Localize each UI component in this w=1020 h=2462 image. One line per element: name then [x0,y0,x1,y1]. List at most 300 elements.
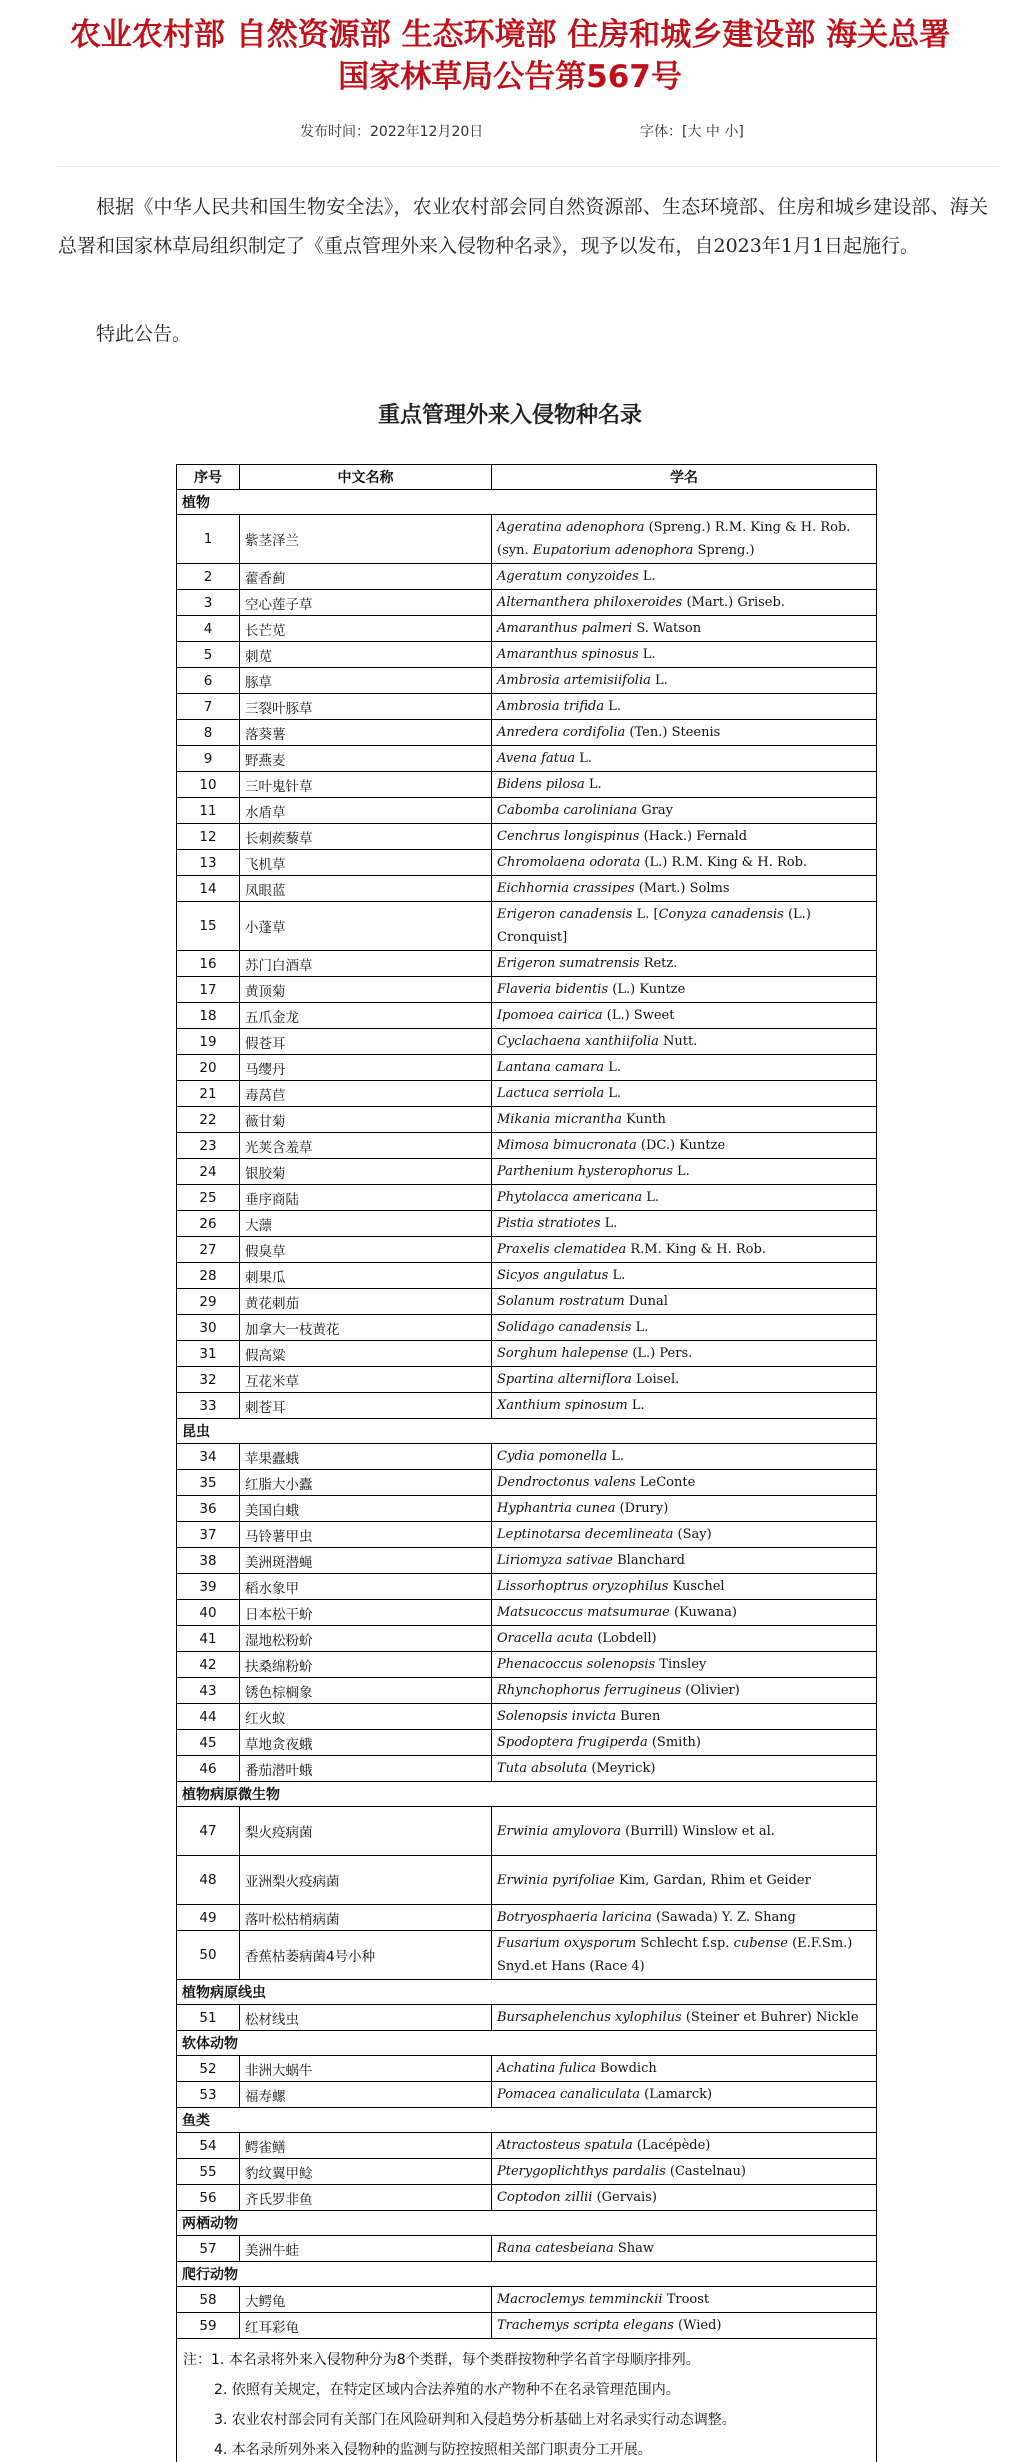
chinese-name: 马铃薯甲虫 [240,1522,492,1548]
scientific-name [492,668,877,694]
note-line: 注：1. 本名录将外来入侵物种分为8个类群，每个类群按物种学名首字母顺序排列。 [183,2352,700,2368]
scientific-author: Bowdich [595,2061,657,2076]
table-row [177,1730,877,1756]
table-row [177,2133,877,2159]
scientific-author: L. [631,1320,649,1335]
scientific-genus-species: Ageratum conyzoides [497,569,639,584]
row-number: 9 [177,746,240,772]
category-label: 植物病原线虫 [177,1980,877,2005]
chinese-name: 加拿大一枝黄花 [240,1315,492,1341]
scientific-name [492,1522,877,1548]
column-header: 中文名称 [240,465,492,490]
row-number: 53 [177,2082,240,2108]
scientific-author: Retz. [639,956,678,971]
table-row [177,1807,877,1856]
table-row [177,1931,877,1980]
scientific-name [492,2185,877,2211]
row-number: 27 [177,1237,240,1263]
list-title: 重点管理外来入侵物种名录 [377,403,642,428]
table-row [177,1444,877,1470]
row-number: 30 [177,1315,240,1341]
chinese-name: 空心莲子草 [240,590,492,616]
scientific-name [492,951,877,977]
scientific-author: (Say) [673,1527,712,1542]
row-number: 52 [177,2056,240,2082]
chinese-name: 梨火疫病菌 [240,1807,492,1856]
table-row [177,1393,877,1419]
row-number: 42 [177,1652,240,1678]
scientific-name [492,642,877,668]
scientific-genus-species: Phytolacca americana [497,1190,643,1205]
note-line: 2. 依照有关规定，在特定区域内合法养殖的水产物种不在名录管理范围内。 [214,2382,680,2398]
chinese-name: 刺果瓜 [240,1263,492,1289]
scientific-author: (Olivier) [681,1683,740,1698]
chinese-name: 飞机草 [240,850,492,876]
scientific-genus-species: Ambrosia artemisiifolia [497,673,651,688]
scientific-author: (Sawada) Y. Z. Shang [651,1910,796,1925]
font-large-button[interactable]: 大 [687,124,702,140]
table-row [177,1600,877,1626]
scientific-genus-species: Sorghum halepense [497,1346,629,1361]
row-number: 48 [177,1856,240,1905]
category-label: 植物 [177,490,877,515]
scientific-author: (Mart.) Solms [634,881,730,896]
note-line: 3. 农业农村部会同有关部门在风险研判和入侵趋势分析基础上对名录实行动态调整。 [214,2412,736,2428]
table-row [177,1055,877,1081]
scientific-author: (L.) Pers. [628,1346,693,1361]
row-number: 51 [177,2005,240,2031]
scientific-author: (Spreng.) R.M. King & H. Rob. [644,520,851,535]
scientific-author: L. [604,1060,621,1075]
scientific-name [492,694,877,720]
scientific-author: L. [650,673,668,688]
chinese-name: 光荚含羞草 [240,1133,492,1159]
chinese-name: 扶桑绵粉蚧 [240,1652,492,1678]
scientific-name [492,1730,877,1756]
article-title: 农业农村部 自然资源部 生态环境部 住房和城乡建设部 海关总署 国家林草局公告第567号 [69,17,951,95]
scientific-name [492,1444,877,1470]
table-row [177,1159,877,1185]
scientific-genus-species: Tuta absoluta [497,1761,588,1776]
scientific-author: Spreng.) [693,543,755,558]
scientific-genus-species: Pomacea canaliculata [497,2087,640,2102]
category-row [177,1782,877,1807]
scientific-author-continued: Snyd.et Hans (Race 4) [497,1959,645,1974]
chinese-name: 亚洲梨火疫病菌 [240,1856,492,1905]
row-number: 20 [177,1055,240,1081]
row-number: 13 [177,850,240,876]
scientific-genus-species: Spodoptera frugiperda [497,1735,648,1750]
chinese-name: 美洲牛蛙 [240,2236,492,2262]
table-row [177,2287,877,2313]
scientific-genus-species: Atractosteus spatula [497,2138,633,2153]
chinese-name: 假苍耳 [240,1029,492,1055]
row-number: 39 [177,1574,240,1600]
row-number: 58 [177,2287,240,2313]
scientific-author: (Gervais) [592,2190,657,2205]
chinese-name: 长刺蒺藜草 [240,824,492,850]
scientific-name [492,1704,877,1730]
row-number: 11 [177,798,240,824]
table-row [177,902,877,951]
chinese-name: 紫茎泽兰 [240,515,492,564]
scientific-name [492,2236,877,2262]
table-row [177,824,877,850]
scientific-name [492,1107,877,1133]
table-row [177,1548,877,1574]
scientific-genus-species: Cydia pomonella [497,1449,608,1464]
scientific-name [492,772,877,798]
row-number: 23 [177,1133,240,1159]
table-row [177,1341,877,1367]
scientific-author: (L.) R.M. King & H. Rob. [640,855,808,870]
row-number: 36 [177,1496,240,1522]
scientific-name [492,902,877,951]
scientific-genus-species: Avena fatua [497,751,576,766]
scientific-genus-species: Erwinia amylovora [497,1823,621,1839]
notice-paragraph: 特此公告。 [96,323,192,345]
scientific-name [492,2133,877,2159]
row-number: 54 [177,2133,240,2159]
table-row [177,1905,877,1931]
scientific-genus-species: Matsucoccus matsumurae [497,1605,670,1620]
chinese-name: 齐氏罗非鱼 [240,2185,492,2211]
scientific-author: (Burrill) Winslow et al. [620,1823,775,1839]
scientific-genus-species: Parthenium hysterophorus [497,1164,673,1179]
scientific-name [492,1029,877,1055]
scientific-genus-species: Trachemys scripta elegans [497,2318,674,2333]
row-number: 37 [177,1522,240,1548]
scientific-genus-species: Cenchrus longispinus [497,829,640,844]
row-number: 22 [177,1107,240,1133]
row-number: 1 [177,515,240,564]
scientific-author: (Drury) [615,1501,669,1516]
row-number: 19 [177,1029,240,1055]
chinese-name: 美洲斑潜蝇 [240,1548,492,1574]
scientific-author: L. [575,751,592,766]
scientific-name [492,1574,877,1600]
font-size-controls [640,120,744,144]
row-number: 56 [177,2185,240,2211]
scientific-name [492,515,877,564]
scientific-author: (Lobdell) [593,1631,657,1646]
chinese-name: 非洲大蜗牛 [240,2056,492,2082]
row-number: 8 [177,720,240,746]
table-row [177,1626,877,1652]
chinese-name: 薇甘菊 [240,1107,492,1133]
table-row [177,1029,877,1055]
column-header: 序号 [177,465,240,490]
row-number: 14 [177,876,240,902]
scientific-author-continued: Cronquist] [497,930,568,945]
chinese-name: 美国白蛾 [240,1496,492,1522]
category-row [177,2211,877,2236]
category-row [177,490,877,515]
scientific-author: L. [584,777,602,792]
scientific-genus-species: Cabomba caroliniana [497,803,638,818]
table-row [177,1081,877,1107]
font-size-close: ] [738,124,744,140]
row-number: 24 [177,1159,240,1185]
scientific-author: L. [638,569,656,584]
chinese-name: 凤眼蓝 [240,876,492,902]
row-number: 32 [177,1367,240,1393]
table-row [177,1856,877,1905]
column-header: 学名 [492,465,877,490]
scientific-genus-species: Bursaphelenchus xylophilus [497,2010,682,2025]
chinese-name: 水盾草 [240,798,492,824]
species-table [176,464,877,2462]
chinese-name: 野燕麦 [240,746,492,772]
scientific-genus-species: Ambrosia trifida [497,699,605,714]
category-row [177,2031,877,2056]
scientific-author: LeConte [635,1475,696,1490]
chinese-name: 豹纹翼甲鲶 [240,2159,492,2185]
table-row [177,746,877,772]
scientific-genus-species: Erwinia pyrifoliae [497,1872,615,1888]
scientific-name [492,1315,877,1341]
table-row [177,1107,877,1133]
row-number: 15 [177,902,240,951]
table-row [177,1263,877,1289]
scientific-author: Kuschel [668,1579,725,1594]
row-number: 50 [177,1931,240,1980]
scientific-genus-species: Liriomyza sativae [497,1553,613,1568]
chinese-name: 番茄潜叶蛾 [240,1756,492,1782]
scientific-name [492,1626,877,1652]
table-row [177,642,877,668]
chinese-name: 刺苋 [240,642,492,668]
scientific-author: (Steiner et Buhrer) Nickle [681,2010,859,2025]
scientific-genus-species: Pistia stratiotes [497,1216,601,1231]
table-row [177,1315,877,1341]
table-row [177,1185,877,1211]
scientific-author: (DC.) Kuntze [636,1138,726,1153]
row-number: 57 [177,2236,240,2262]
table-row [177,1367,877,1393]
scientific-author: Nutt. [658,1034,698,1049]
scientific-genus-species: Erigeron sumatrensis [497,956,640,971]
scientific-author: Schlecht f.sp. [636,1936,734,1951]
chinese-name: 大薸 [240,1211,492,1237]
chinese-name: 长芒苋 [240,616,492,642]
table-row [177,590,877,616]
scientific-genus-species: Fusarium oxysporum [497,1936,637,1951]
scientific-name [492,798,877,824]
synonym-prefix: (syn. [497,543,533,558]
scientific-author: L. [638,647,656,662]
scientific-author: L. [608,1268,626,1283]
row-number: 5 [177,642,240,668]
table-row [177,1678,877,1704]
row-number: 25 [177,1185,240,1211]
scientific-genus-species: Pterygoplichthys pardalis [497,2164,666,2179]
row-number: 31 [177,1341,240,1367]
scientific-name [492,1185,877,1211]
scientific-genus-species: Bidens pilosa [497,777,585,792]
scientific-author: L. [ [632,907,659,922]
row-number: 26 [177,1211,240,1237]
scientific-name [492,720,877,746]
scientific-name [492,2287,877,2313]
scientific-author: L. [642,1190,660,1205]
table-row [177,694,877,720]
intro-paragraph: 根据《中华人民共和国生物安全法》，农业农村部会同自然资源部、生态环境部、住房和城乡建设部、海关总署和国家林草局组织制定了《重点管理外来入侵物种名录》，现予以发布，自2023年1月1日起施行。 [58,196,988,257]
scientific-name [492,1807,877,1856]
chinese-name: 锈色棕榈象 [240,1678,492,1704]
table-row [177,2082,877,2108]
scientific-genus-species: Dendroctonus valens [497,1475,636,1490]
chinese-name: 藿香蓟 [240,564,492,590]
scientific-name [492,824,877,850]
scientific-genus-species: Amaranthus palmeri [497,621,633,636]
chinese-name: 互花米草 [240,1367,492,1393]
scientific-name [492,1856,877,1905]
article-meta [300,120,760,144]
scientific-genus-species: Mimosa bimucronata [497,1138,637,1153]
scientific-author: L. [604,1086,622,1101]
row-number: 44 [177,1704,240,1730]
table-row [177,515,877,564]
scientific-genus-species: Lissorhoptrus oryzophilus [497,1579,669,1594]
scientific-genus-species: Achatina fulica [497,2061,596,2076]
row-number: 43 [177,1678,240,1704]
table-header-row [177,465,877,490]
scientific-author: Loisel. [631,1372,680,1387]
scientific-name [492,1678,877,1704]
row-number: 12 [177,824,240,850]
chinese-name: 黄顶菊 [240,977,492,1003]
scientific-genus-species: Amaranthus spinosus [497,647,639,662]
scientific-name [492,564,877,590]
scientific-genus-species: Phenacoccus solenopsis [497,1657,656,1672]
table-row [177,951,877,977]
row-number: 18 [177,1003,240,1029]
row-number: 33 [177,1393,240,1419]
scientific-genus-species: Solidago canadensis [497,1320,632,1335]
scientific-genus-species: Solenopsis invicta [497,1709,617,1724]
row-number: 38 [177,1548,240,1574]
chinese-name: 黄花刺茄 [240,1289,492,1315]
scientific-genus-species: Alternanthera philoxeroides [497,595,683,610]
table-row [177,616,877,642]
scientific-author: (L.) Sweet [602,1008,675,1023]
scientific-genus-species: Ipomoea cairica [497,1008,603,1023]
note-line: 4. 本名录所列外来入侵物种的监测与防控按照相关部门职责分工开展。 [214,2442,652,2458]
scientific-genus-species: Solanum rostratum [497,1294,625,1309]
scientific-name [492,1211,877,1237]
scientific-name [492,1393,877,1419]
scientific-name [492,1159,877,1185]
scientific-genus-species: Leptinotarsa decemlineata [497,1527,674,1542]
chinese-name: 落叶松枯梢病菌 [240,1905,492,1931]
scientific-author: Gray [637,803,673,818]
notes-row [177,2339,877,2462]
scientific-author: Kunth [621,1112,666,1127]
scientific-name [492,2313,877,2339]
category-row [177,1980,877,2005]
chinese-name: 刺苍耳 [240,1393,492,1419]
chinese-name: 草地贪夜蛾 [240,1730,492,1756]
scientific-genus-species: Rhynchophorus ferrugineus [497,1683,682,1698]
scientific-genus-species: Lactuca serriola [497,1086,605,1101]
table-row [177,2236,877,2262]
scientific-name [492,1081,877,1107]
scientific-name [492,850,877,876]
scientific-name [492,977,877,1003]
chinese-name: 大鳄龟 [240,2287,492,2313]
row-number: 10 [177,772,240,798]
font-size-label: 字体：[ [640,124,688,140]
scientific-name [492,1263,877,1289]
scientific-genus-species: Rana catesbeiana [497,2241,614,2256]
font-small-button[interactable]: 小 [724,124,739,140]
scientific-genus-species: Sicyos angulatus [497,1268,609,1283]
chinese-name: 三裂叶豚草 [240,694,492,720]
scientific-name [492,746,877,772]
scientific-synonym: Eupatorium adenophora [532,543,694,558]
row-number: 46 [177,1756,240,1782]
table-row [177,564,877,590]
chinese-name: 垂序商陆 [240,1185,492,1211]
scientific-author: Tinsley [655,1657,707,1672]
table-row [177,977,877,1003]
scientific-genus-species: Mikania micrantha [497,1112,622,1127]
row-number: 17 [177,977,240,1003]
scientific-author: Blanchard [612,1553,685,1568]
row-number: 59 [177,2313,240,2339]
chinese-name: 日本松干蚧 [240,1600,492,1626]
table-notes [177,2339,877,2462]
scientific-name [492,1600,877,1626]
scientific-author: S. Watson [632,621,702,636]
category-label: 两栖动物 [177,2211,877,2236]
scientific-name [492,1003,877,1029]
row-number: 21 [177,1081,240,1107]
scientific-author: Kim, Gardan, Rhim et Geider [614,1872,811,1888]
table-row [177,1003,877,1029]
scientific-genus-species: Erigeron canadensis [497,907,633,922]
scientific-genus-species: Lantana camara [497,1060,605,1075]
table-row [177,850,877,876]
scientific-author: Buren [616,1709,661,1724]
category-row [177,2262,877,2287]
chinese-name: 五爪金龙 [240,1003,492,1029]
scientific-genus-species: Flaveria bidentis [497,982,609,997]
scientific-name [492,1548,877,1574]
table-row [177,772,877,798]
table-row [177,1756,877,1782]
category-label: 鱼类 [177,2108,877,2133]
scientific-name [492,2159,877,2185]
row-number: 47 [177,1807,240,1856]
font-medium-button[interactable]: 中 [705,124,720,140]
row-number: 45 [177,1730,240,1756]
scientific-author: L. [607,1449,624,1464]
chinese-name: 毒莴苣 [240,1081,492,1107]
chinese-name: 假高粱 [240,1341,492,1367]
chinese-name: 稻水象甲 [240,1574,492,1600]
scientific-author: (Lamarck) [640,2087,713,2102]
header-divider [58,166,998,167]
category-row [177,2108,877,2133]
table-row [177,668,877,694]
row-number: 55 [177,2159,240,2185]
row-number: 16 [177,951,240,977]
scientific-genus-species: Oracella acuta [497,1631,594,1646]
scientific-author: (Mart.) Griseb. [682,595,785,610]
category-label: 软体动物 [177,2031,877,2056]
